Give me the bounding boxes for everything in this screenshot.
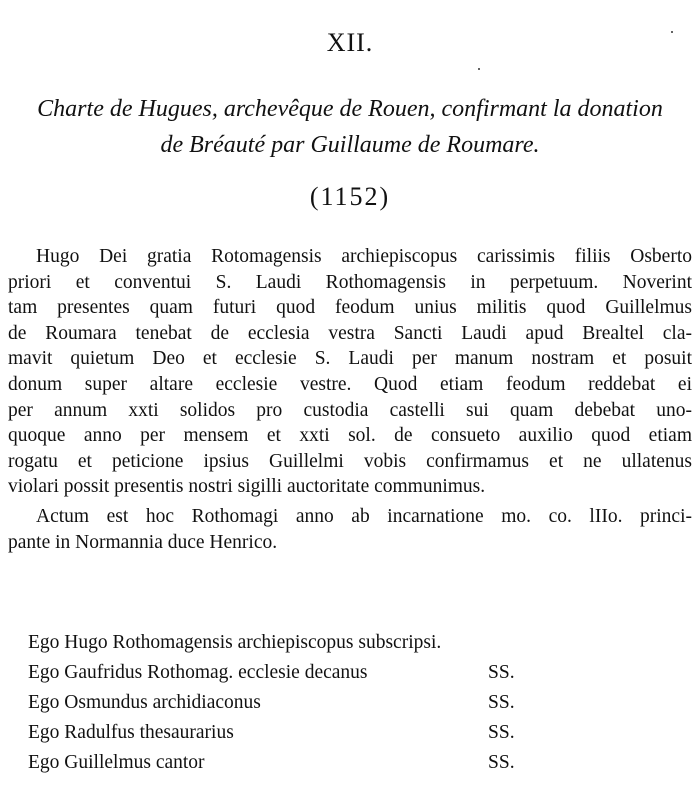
margin-speck	[478, 68, 480, 70]
signatory-name: Ego Guillelmus cantor	[28, 752, 205, 773]
text-line: mavit quietum Deo et ecclesie S. Laudi per manum nostram et posuit	[8, 348, 692, 370]
subscription-mark: SS.	[488, 722, 515, 743]
subscription-mark: SS.	[488, 662, 515, 683]
signature-row	[28, 718, 588, 748]
signature-row	[28, 748, 588, 778]
charter-title-line: Charte de Hugues, archevêque de Rouen, confirmant la donation	[37, 96, 663, 122]
text-line: priori et conventui S. Laudi Rothomagensis in perpetuum. Noverint	[8, 271, 692, 293]
signatory-name: Ego Hugo Rothomagensis archiepiscopus subscripsi.	[28, 632, 442, 653]
text-line: rogatu et peticione ipsius Guillelmi vobis confirmamus et ne ullatenus	[8, 450, 692, 472]
signature-row	[28, 688, 588, 718]
signatory-name: Ego Gaufridus Rothomag. ecclesie decanus	[28, 662, 368, 683]
signature-row	[28, 628, 588, 658]
signature-list	[28, 628, 588, 778]
dating-paragraph	[8, 504, 692, 555]
text-line: quoque anno per mensem et xxti sol. de consueto auxilio quod etiam	[8, 425, 692, 447]
signature-row	[28, 658, 588, 688]
text-line: Actum est hoc Rothomagi anno ab incarnatione mo. co. lIIo. princi-	[36, 505, 692, 527]
subscription-mark: SS.	[488, 692, 515, 713]
text-line: pante in Normannia duce Henrico.	[8, 531, 278, 553]
charter-number: XII.	[326, 28, 374, 57]
signatory-name: Ego Radulfus thesaurarius	[28, 722, 234, 743]
text-line: donum super altare ecclesie vestre. Quod etiam feodum reddebat ei	[8, 373, 692, 395]
text-line: per annum xxti solidos pro custodia castelli sui quam debebat uno-	[8, 399, 692, 421]
text-line: de Roumara tenebat de ecclesia vestra Sancti Laudi apud Brealtel cla-	[8, 322, 692, 344]
charter-title	[0, 91, 700, 163]
text-line: Hugo Dei gratia Rotomagensis archiepiscopus carissimis filiis Osberto	[36, 246, 692, 267]
charter-paragraph	[8, 244, 692, 500]
text-line: tam presentes quam futuri quod feodum unius militis quod Guillelmus	[8, 297, 692, 319]
text-line: violari possit presentis nostri sigilli auctoritate communimus.	[8, 476, 486, 498]
subscription-mark: SS.	[488, 752, 515, 773]
signatory-name: Ego Osmundus archidiaconus	[28, 692, 261, 713]
charter-text	[8, 244, 692, 555]
charter-title-line: de Bréauté par Guillaume de Roumare.	[160, 132, 540, 158]
charter-year: (1152)	[309, 182, 391, 211]
